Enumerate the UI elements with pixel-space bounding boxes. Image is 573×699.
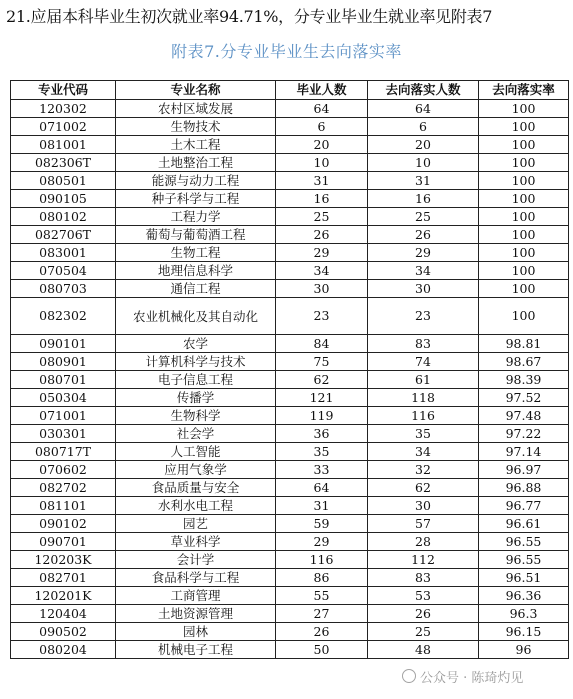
- placement-rate-cell: 100: [479, 298, 569, 335]
- placed-cell: 83: [368, 569, 479, 587]
- table-row: [11, 461, 569, 479]
- placed-cell: 118: [368, 389, 479, 407]
- major-code-cell: 082706T: [11, 226, 116, 244]
- table-row: [11, 353, 569, 371]
- table-row: [11, 407, 569, 425]
- placement-rate-cell: 100: [479, 280, 569, 298]
- placed-cell: 32: [368, 461, 479, 479]
- major-name-cell: 传播学: [116, 389, 276, 407]
- table-row: [11, 100, 569, 118]
- placement-rate-cell: 100: [479, 190, 569, 208]
- major-name-cell: 会计学: [116, 551, 276, 569]
- placement-rate-cell: 98.39: [479, 371, 569, 389]
- placement-rate-cell: 98.81: [479, 335, 569, 353]
- major-name-cell: 种子科学与工程: [116, 190, 276, 208]
- major-name-cell: 葡萄与葡萄酒工程: [116, 226, 276, 244]
- graduates-cell: 119: [276, 407, 368, 425]
- graduates-cell: 29: [276, 244, 368, 262]
- placed-cell: 53: [368, 587, 479, 605]
- placement-rate-cell: 96.97: [479, 461, 569, 479]
- major-name-cell: 园艺: [116, 515, 276, 533]
- placed-cell: 26: [368, 605, 479, 623]
- major-code-cell: 080703: [11, 280, 116, 298]
- placement-rate-cell: 96: [479, 641, 569, 659]
- major-name-cell: 园林: [116, 623, 276, 641]
- table-caption: 附表7.分专业毕业生去向落实率: [171, 42, 402, 61]
- major-name-cell: 草业科学: [116, 533, 276, 551]
- major-name-cell: 通信工程: [116, 280, 276, 298]
- table-row: [11, 335, 569, 353]
- major-code-cell: 090105: [11, 190, 116, 208]
- major-name-cell: 生物技术: [116, 118, 276, 136]
- graduates-cell: 86: [276, 569, 368, 587]
- table-row: [11, 136, 569, 154]
- placed-cell: 6: [368, 118, 479, 136]
- placement-rate-cell: 100: [479, 262, 569, 280]
- header-major-code: 专业代码: [11, 81, 116, 100]
- placed-cell: 16: [368, 190, 479, 208]
- placed-cell: 20: [368, 136, 479, 154]
- placement-rate-cell: 96.51: [479, 569, 569, 587]
- graduates-cell: 75: [276, 353, 368, 371]
- placement-rate-cell: 96.36: [479, 587, 569, 605]
- graduates-cell: 50: [276, 641, 368, 659]
- table-row: [11, 515, 569, 533]
- table-row: [11, 641, 569, 659]
- major-name-cell: 土地资源管理: [116, 605, 276, 623]
- major-name-cell: 计算机科学与技术: [116, 353, 276, 371]
- major-name-cell: 工程力学: [116, 208, 276, 226]
- table-row: [11, 443, 569, 461]
- major-name-cell: 农学: [116, 335, 276, 353]
- placed-cell: 29: [368, 244, 479, 262]
- major-code-cell: 071002: [11, 118, 116, 136]
- major-name-cell: 土地整治工程: [116, 154, 276, 172]
- placed-cell: 31: [368, 172, 479, 190]
- placement-rate-cell: 96.55: [479, 533, 569, 551]
- header-major-name: 专业名称: [116, 81, 276, 100]
- placement-rate-cell: 100: [479, 136, 569, 154]
- major-name-cell: 农业机械化及其自动化: [116, 298, 276, 335]
- placed-cell: 48: [368, 641, 479, 659]
- placed-cell: 57: [368, 515, 479, 533]
- major-code-cell: 090101: [11, 335, 116, 353]
- table-row: [11, 605, 569, 623]
- major-code-cell: 050304: [11, 389, 116, 407]
- graduates-cell: 31: [276, 497, 368, 515]
- major-code-cell: 120404: [11, 605, 116, 623]
- table-row: [11, 244, 569, 262]
- placement-rate-cell: 100: [479, 208, 569, 226]
- placement-rate-cell: 97.22: [479, 425, 569, 443]
- placement-rate-cell: 97.52: [479, 389, 569, 407]
- graduates-cell: 116: [276, 551, 368, 569]
- graduates-cell: 23: [276, 298, 368, 335]
- placed-cell: 34: [368, 443, 479, 461]
- graduates-cell: 62: [276, 371, 368, 389]
- table-row: [11, 208, 569, 226]
- placed-cell: 26: [368, 226, 479, 244]
- graduates-cell: 35: [276, 443, 368, 461]
- major-code-cell: 082702: [11, 479, 116, 497]
- watermark: [402, 666, 523, 686]
- major-code-cell: 090102: [11, 515, 116, 533]
- table-row: [11, 587, 569, 605]
- major-name-cell: 水利水电工程: [116, 497, 276, 515]
- table-row: [11, 226, 569, 244]
- table-row: [11, 497, 569, 515]
- graduates-cell: 26: [276, 226, 368, 244]
- major-name-cell: 社会学: [116, 425, 276, 443]
- major-code-cell: 080204: [11, 641, 116, 659]
- graduates-cell: 64: [276, 100, 368, 118]
- major-name-cell: 电子信息工程: [116, 371, 276, 389]
- table-row: [11, 623, 569, 641]
- major-name-cell: 生物工程: [116, 244, 276, 262]
- placement-rate-cell: 100: [479, 154, 569, 172]
- graduates-cell: 25: [276, 208, 368, 226]
- graduates-cell: 59: [276, 515, 368, 533]
- placement-rate-cell: 96.15: [479, 623, 569, 641]
- header-placement-rate: 去向落实率: [479, 81, 569, 100]
- major-code-cell: 090701: [11, 533, 116, 551]
- major-code-cell: 120201K: [11, 587, 116, 605]
- placement-rate-cell: 97.48: [479, 407, 569, 425]
- major-code-cell: 080501: [11, 172, 116, 190]
- major-name-cell: 工商管理: [116, 587, 276, 605]
- placement-rate-cell: 100: [479, 118, 569, 136]
- graduates-cell: 10: [276, 154, 368, 172]
- major-code-cell: 080701: [11, 371, 116, 389]
- graduates-cell: 121: [276, 389, 368, 407]
- table-row: [11, 262, 569, 280]
- watermark-text: 公众号 · 陈琦灼见: [420, 670, 524, 686]
- graduates-cell: 34: [276, 262, 368, 280]
- major-code-cell: 080717T: [11, 443, 116, 461]
- graduates-cell: 84: [276, 335, 368, 353]
- placement-rate-cell: 100: [479, 226, 569, 244]
- graduates-cell: 31: [276, 172, 368, 190]
- major-name-cell: 机械电子工程: [116, 641, 276, 659]
- placed-cell: 10: [368, 154, 479, 172]
- major-code-cell: 082306T: [11, 154, 116, 172]
- table-row: [11, 551, 569, 569]
- placement-rate-cell: 96.61: [479, 515, 569, 533]
- major-name-cell: 农村区域发展: [116, 100, 276, 118]
- major-code-cell: 030301: [11, 425, 116, 443]
- table-header-row: [11, 81, 569, 100]
- major-name-cell: 人工智能: [116, 443, 276, 461]
- employment-rate-table: [10, 80, 569, 659]
- table-row: [11, 425, 569, 443]
- graduates-cell: 33: [276, 461, 368, 479]
- major-code-cell: 082302: [11, 298, 116, 335]
- header-graduates: 毕业人数: [276, 81, 368, 100]
- table-row: [11, 371, 569, 389]
- table-row: [11, 154, 569, 172]
- placed-cell: 116: [368, 407, 479, 425]
- placement-rate-cell: 97.14: [479, 443, 569, 461]
- placed-cell: 64: [368, 100, 479, 118]
- table-row: [11, 118, 569, 136]
- graduates-cell: 20: [276, 136, 368, 154]
- table-row: [11, 479, 569, 497]
- major-name-cell: 生物科学: [116, 407, 276, 425]
- table-row: [11, 172, 569, 190]
- table-row: [11, 389, 569, 407]
- table-row: [11, 298, 569, 335]
- placement-rate-cell: 96.3: [479, 605, 569, 623]
- graduates-cell: 29: [276, 533, 368, 551]
- major-name-cell: 土木工程: [116, 136, 276, 154]
- wechat-official-account-icon: [402, 669, 416, 683]
- page-heading: 21.应届本科毕业生初次就业率94.71%，分专业毕业生就业率见附表7: [6, 7, 493, 26]
- major-code-cell: 070504: [11, 262, 116, 280]
- major-name-cell: 应用气象学: [116, 461, 276, 479]
- major-name-cell: 地理信息科学: [116, 262, 276, 280]
- major-code-cell: 080102: [11, 208, 116, 226]
- placed-cell: 30: [368, 497, 479, 515]
- major-code-cell: 080901: [11, 353, 116, 371]
- major-code-cell: 120302: [11, 100, 116, 118]
- placed-cell: 61: [368, 371, 479, 389]
- placement-rate-cell: 100: [479, 100, 569, 118]
- graduates-cell: 16: [276, 190, 368, 208]
- placed-cell: 34: [368, 262, 479, 280]
- graduates-cell: 30: [276, 280, 368, 298]
- major-code-cell: 120203K: [11, 551, 116, 569]
- placement-rate-cell: 100: [479, 244, 569, 262]
- graduates-cell: 36: [276, 425, 368, 443]
- major-code-cell: 081001: [11, 136, 116, 154]
- placed-cell: 83: [368, 335, 479, 353]
- placed-cell: 62: [368, 479, 479, 497]
- table-row: [11, 190, 569, 208]
- placement-rate-cell: 96.88: [479, 479, 569, 497]
- major-code-cell: 083001: [11, 244, 116, 262]
- graduates-cell: 55: [276, 587, 368, 605]
- major-name-cell: 食品质量与安全: [116, 479, 276, 497]
- major-code-cell: 090502: [11, 623, 116, 641]
- placed-cell: 28: [368, 533, 479, 551]
- graduates-cell: 64: [276, 479, 368, 497]
- graduates-cell: 26: [276, 623, 368, 641]
- major-code-cell: 070602: [11, 461, 116, 479]
- placed-cell: 25: [368, 208, 479, 226]
- graduates-cell: 6: [276, 118, 368, 136]
- placement-rate-cell: 98.67: [479, 353, 569, 371]
- major-name-cell: 能源与动力工程: [116, 172, 276, 190]
- placed-cell: 30: [368, 280, 479, 298]
- placement-rate-cell: 100: [479, 172, 569, 190]
- header-placed: 去向落实人数: [368, 81, 479, 100]
- major-code-cell: 071001: [11, 407, 116, 425]
- placement-rate-cell: 96.77: [479, 497, 569, 515]
- placement-rate-cell: 96.55: [479, 551, 569, 569]
- major-code-cell: 082701: [11, 569, 116, 587]
- placed-cell: 112: [368, 551, 479, 569]
- table-row: [11, 533, 569, 551]
- placed-cell: 23: [368, 298, 479, 335]
- placed-cell: 25: [368, 623, 479, 641]
- major-name-cell: 食品科学与工程: [116, 569, 276, 587]
- table-row: [11, 569, 569, 587]
- table-row: [11, 280, 569, 298]
- placed-cell: 35: [368, 425, 479, 443]
- graduates-cell: 27: [276, 605, 368, 623]
- placed-cell: 74: [368, 353, 479, 371]
- major-code-cell: 081101: [11, 497, 116, 515]
